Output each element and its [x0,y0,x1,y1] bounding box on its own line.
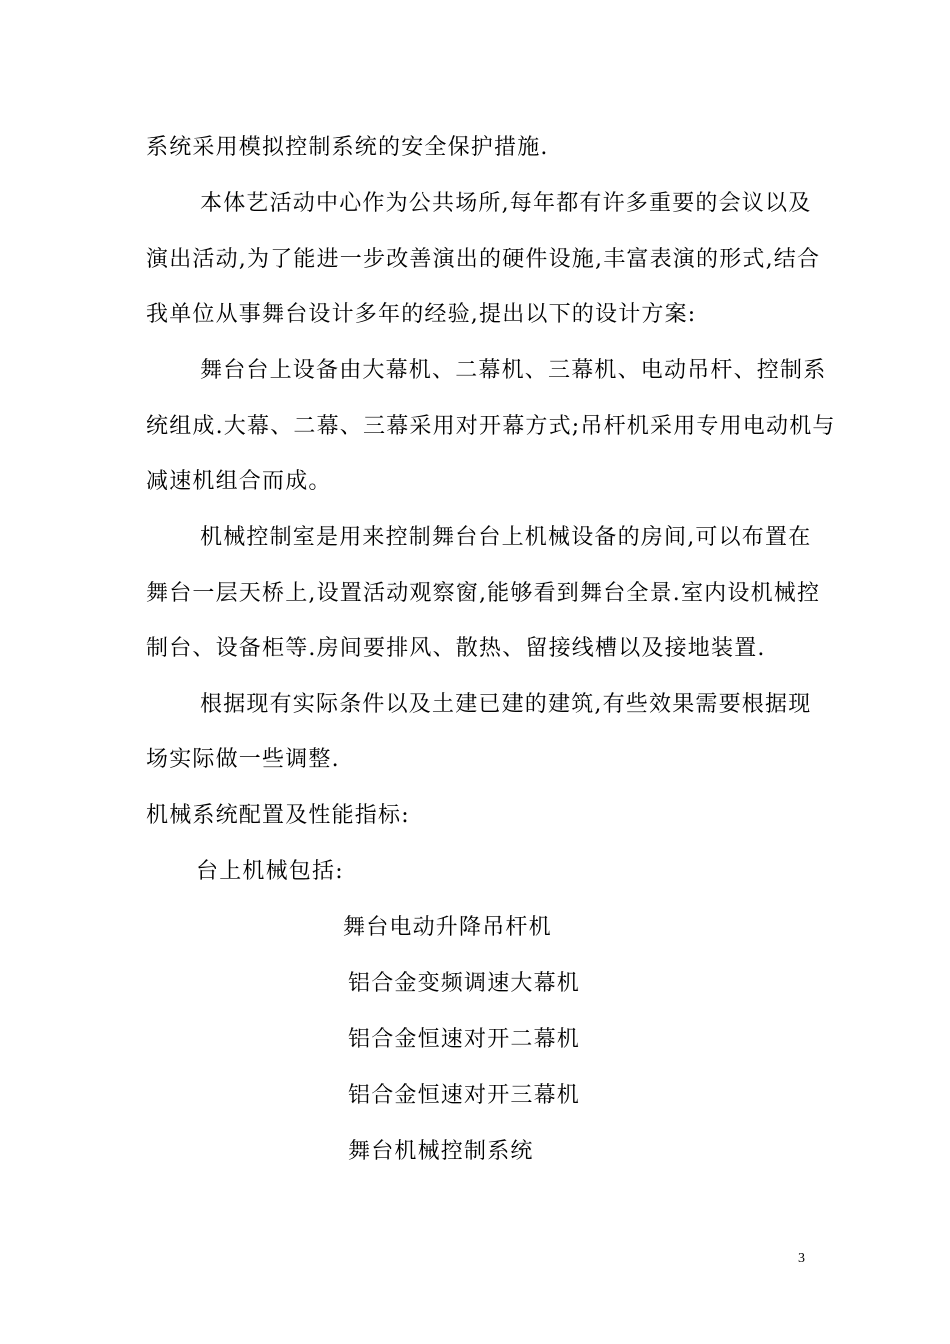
paragraph-line: 演出活动,为了能进一步改善演出的硬件设施,丰富表演的形式,结合 [146,247,821,272]
paragraph-line: 系统采用模拟控制系统的安全保护措施. [146,135,549,160]
paragraph-line: 统组成.大幕、二幕、三幕采用对开幕方式;吊杆机采用专用电动机与 [146,414,836,439]
paragraph-line: 机械控制室是用来控制舞台台上机械设备的房间,可以布置在 [200,525,812,550]
equipment-item: 铝合金恒速对开三幕机 [348,1083,581,1108]
paragraph-line: 减速机组合而成。 [146,469,332,494]
paragraph-line: 舞台台上设备由大幕机、二幕机、三幕机、电动吊杆、控制系 [200,358,827,383]
section-heading: 机械系统配置及性能指标: [146,803,410,828]
paragraph-line: 我单位从事舞台设计多年的经验,提出以下的设计方案: [146,302,697,327]
paragraph-line: 本体艺活动中心作为公共场所,每年都有许多重要的会议以及 [200,191,812,216]
paragraph-line: 制台、设备柜等.房间要排风、散热、留接线槽以及接地装置. [146,636,766,661]
list-intro: 台上机械包括: [196,859,344,884]
paragraph-line: 舞台一层天桥上,设置活动观察窗,能够看到舞台全景.室内设机械控 [146,581,821,606]
equipment-item: 舞台电动升降吊杆机 [343,915,552,940]
paragraph-line: 场实际做一些调整. [146,747,340,772]
paragraph-line: 根据现有实际条件以及土建已建的建筑,有些效果需要根据现 [200,692,812,717]
page-number: 3 [798,1251,805,1266]
equipment-item: 铝合金变频调速大幕机 [348,971,581,996]
equipment-item: 舞台机械控制系统 [348,1139,534,1164]
equipment-item: 铝合金恒速对开二幕机 [348,1027,581,1052]
